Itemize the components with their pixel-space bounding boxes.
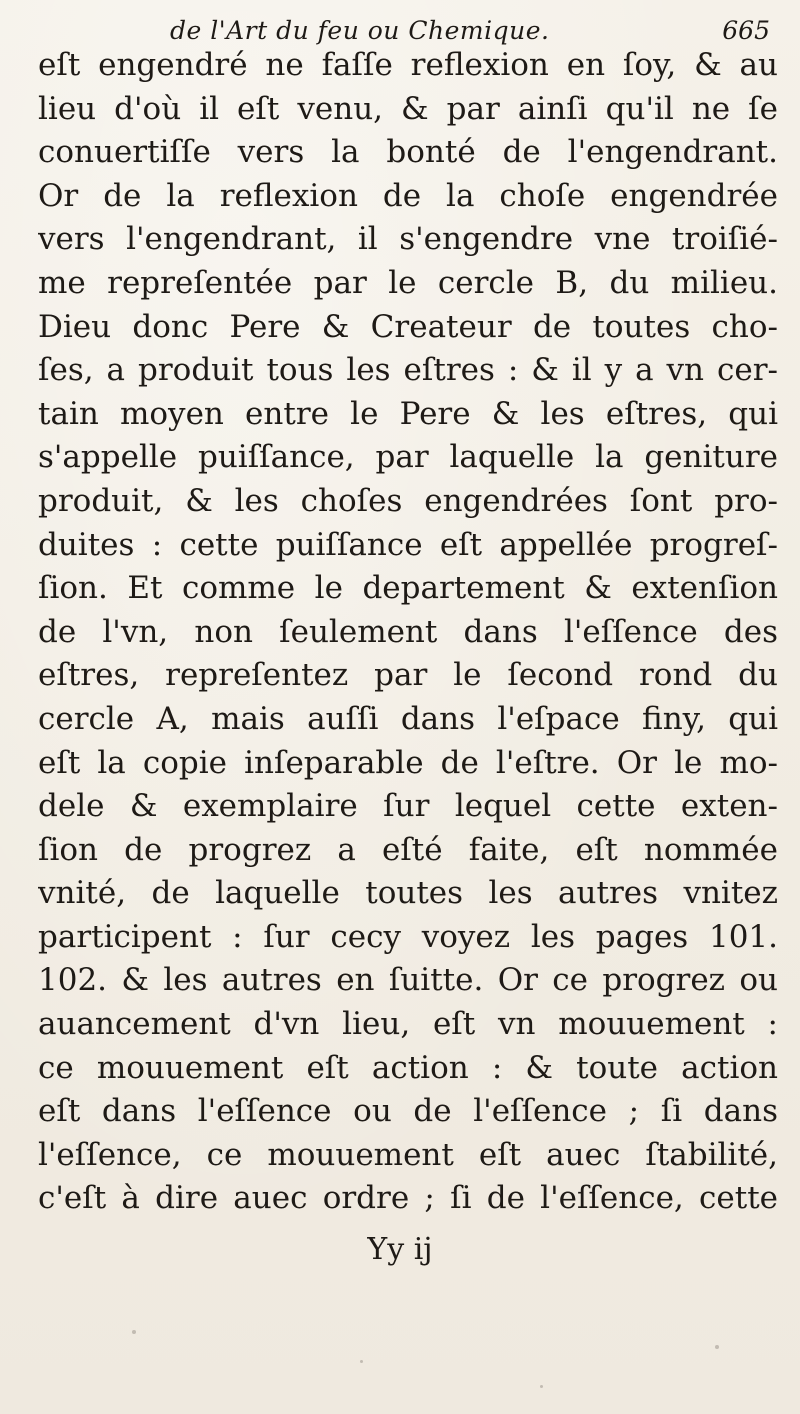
running-title: de l'Art du feu ou Chemique. (170, 15, 550, 45)
text-line: Or de la reflexion de la choſe engendrée (38, 177, 778, 214)
text-line: ſion de progrez a eſté faite, eſt nommée (38, 831, 778, 868)
text-line: duites : cette puiſſance eſt appellée progreſ- (38, 526, 778, 563)
text-line: de l'vn, non ſeulement dans l'eſſence des (38, 613, 778, 650)
text-line: ſes, a produit tous les eſtres : & il y a vn cer- (38, 352, 778, 389)
text-line: ce mouuement eſt action : & toute action (38, 1049, 778, 1086)
text-line: eſt dans l'eſſence ou de l'eſſence ; ſi dans (38, 1093, 778, 1130)
text-line: dele & exemplaire ſur lequel cette exten- (38, 788, 778, 825)
paper-speck (715, 1345, 719, 1349)
page-number: 665 (722, 15, 770, 45)
text-line: produit, & les choſes engendrées ſont pro- (38, 482, 778, 519)
paper-speck (132, 1330, 136, 1334)
text-line: auancement d'vn lieu, eſt vn mouuement : (38, 1006, 778, 1043)
text-line: c'eſt à dire auec ordre ; ſi de l'eſſence, cette (38, 1180, 778, 1217)
text-line: lieu d'où il eſt venu, & par ainſi qu'il ne ſe (38, 90, 778, 127)
text-line: cercle A, mais auſſi dans l'eſpace finy, qui (38, 700, 778, 737)
paper-speck (540, 1385, 543, 1388)
signature-mark: Yy ij (367, 1232, 433, 1267)
text-line: vnité, de laquelle toutes les autres vnitez (38, 875, 778, 912)
text-line: participent : ſur cecy voyez les pages 101. (38, 918, 778, 955)
page-header (170, 12, 770, 48)
text-line: 102. & les autres en ſuitte. Or ce progrez ou (38, 962, 778, 999)
text-line: conuertiſſe vers la bonté de l'engendrant. (38, 134, 778, 171)
text-line: me repreſentée par le cercle B, du milieu. (38, 264, 778, 301)
text-line: vers l'engendrant, il s'engendre vne troiſié- (38, 221, 778, 258)
text-line: eſt engendré ne faſſe reflexion en ſoy, & au (38, 47, 778, 83)
text-line: s'appelle puiſſance, par laquelle la geniture (38, 439, 778, 476)
body-text (38, 44, 778, 1221)
paper-speck (360, 1360, 363, 1363)
text-line: eſtres, repreſentez par le ſecond rond du (38, 657, 778, 694)
text-line: ſion. Et comme le departement & extenſion (38, 570, 778, 607)
text-line: eſt la copie inſeparable de l'eſtre. Or le mo- (38, 744, 778, 781)
text-line: tain moyen entre le Pere & les eſtres, qui (38, 395, 778, 432)
text-line: Dieu donc Pere & Createur de toutes cho- (38, 308, 778, 345)
text-line: l'eſſence, ce mouuement eſt auec ſtabilité, (38, 1136, 778, 1173)
